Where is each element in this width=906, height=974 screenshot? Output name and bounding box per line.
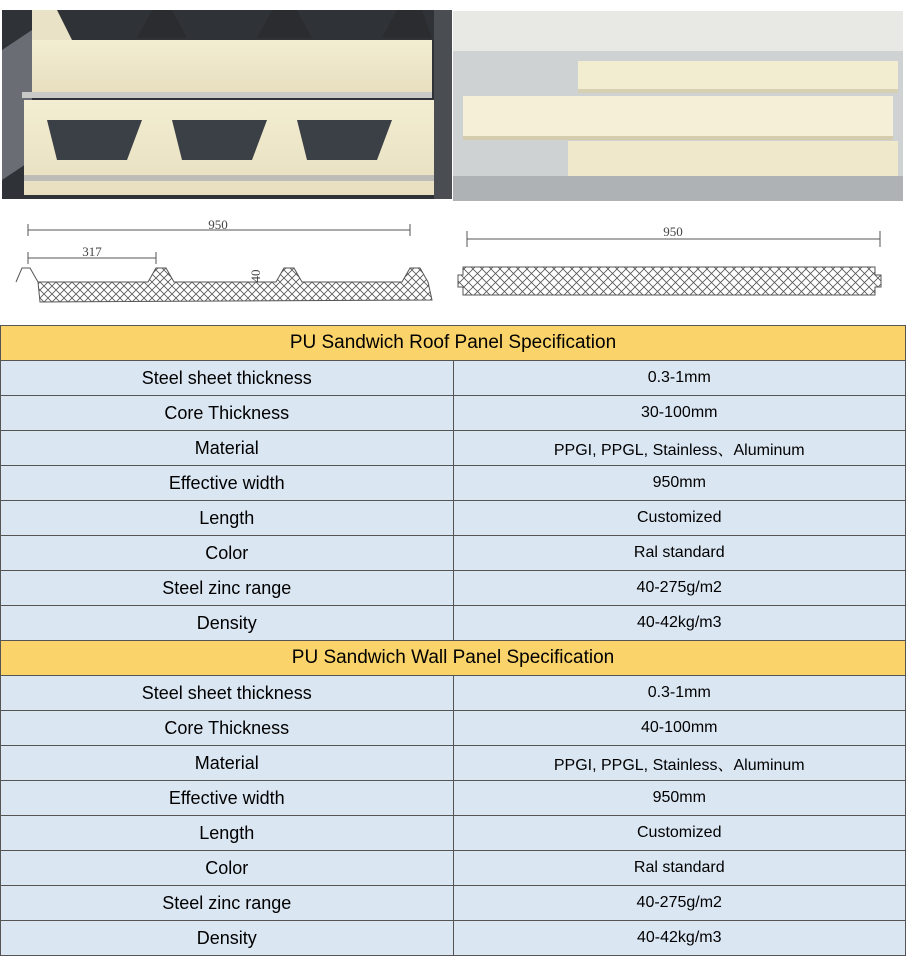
table-row [1, 921, 906, 956]
spec-value: 0.3-1mm [453, 361, 906, 396]
spec-value: 40-275g/m2 [453, 571, 906, 606]
table-row [1, 816, 906, 851]
product-images [0, 0, 906, 325]
spec-value: Ral standard [453, 536, 906, 571]
roof-panel-photo [2, 10, 452, 199]
spec-label: Core Thickness [1, 711, 454, 746]
table-row [1, 466, 906, 501]
spec-value: Ral standard [453, 851, 906, 886]
specification-table [0, 325, 906, 956]
spec-value: 950mm [453, 781, 906, 816]
roof-spec-title: PU Sandwich Roof Panel Specification [1, 326, 906, 361]
spec-value: 950mm [453, 466, 906, 501]
table-row [1, 886, 906, 921]
table-row [1, 501, 906, 536]
table-row [1, 361, 906, 396]
spec-label: Color [1, 536, 454, 571]
spec-value: 40-275g/m2 [453, 886, 906, 921]
spec-value: 40-42kg/m3 [453, 921, 906, 956]
roof-panel-profile-diagram [8, 210, 448, 320]
spec-label: Steel sheet thickness [1, 361, 454, 396]
wall-spec-header-row [1, 641, 906, 676]
spec-label: Color [1, 851, 454, 886]
spec-value: Customized [453, 816, 906, 851]
spec-value: 40-42kg/m3 [453, 606, 906, 641]
roof-pitch-label: 317 [82, 244, 102, 259]
spec-value: 40-100mm [453, 711, 906, 746]
wall-spec-title: PU Sandwich Wall Panel Specification [1, 641, 906, 676]
table-row [1, 851, 906, 886]
spec-label: Material [1, 746, 454, 781]
wall-panel-photo [453, 11, 903, 201]
spec-label: Steel zinc range [1, 571, 454, 606]
spec-value: 0.3-1mm [453, 676, 906, 711]
table-row [1, 711, 906, 746]
roof-rib-label: 40 [248, 269, 263, 283]
spec-label: Steel zinc range [1, 886, 454, 921]
spec-value: 30-100mm [453, 396, 906, 431]
table-row [1, 536, 906, 571]
table-row [1, 676, 906, 711]
roof-spec-header-row [1, 326, 906, 361]
table-row [1, 746, 906, 781]
table-row [1, 571, 906, 606]
spec-label: Steel sheet thickness [1, 676, 454, 711]
spec-label: Effective width [1, 466, 454, 501]
spec-label: Material [1, 431, 454, 466]
spec-label: Density [1, 921, 454, 956]
table-row [1, 396, 906, 431]
spec-value: PPGI, PPGL, Stainless、Aluminum [453, 746, 906, 781]
spec-label: Density [1, 606, 454, 641]
wall-panel-profile-diagram [455, 215, 895, 315]
spec-value: Customized [453, 501, 906, 536]
wall-width-label: 950 [663, 224, 683, 239]
spec-label: Core Thickness [1, 396, 454, 431]
spec-label: Length [1, 816, 454, 851]
roof-width-label: 950 [208, 217, 228, 232]
spec-label: Effective width [1, 781, 454, 816]
spec-value: PPGI, PPGL, Stainless、Aluminum [453, 431, 906, 466]
spec-label: Length [1, 501, 454, 536]
table-row [1, 431, 906, 466]
table-row [1, 606, 906, 641]
table-row [1, 781, 906, 816]
